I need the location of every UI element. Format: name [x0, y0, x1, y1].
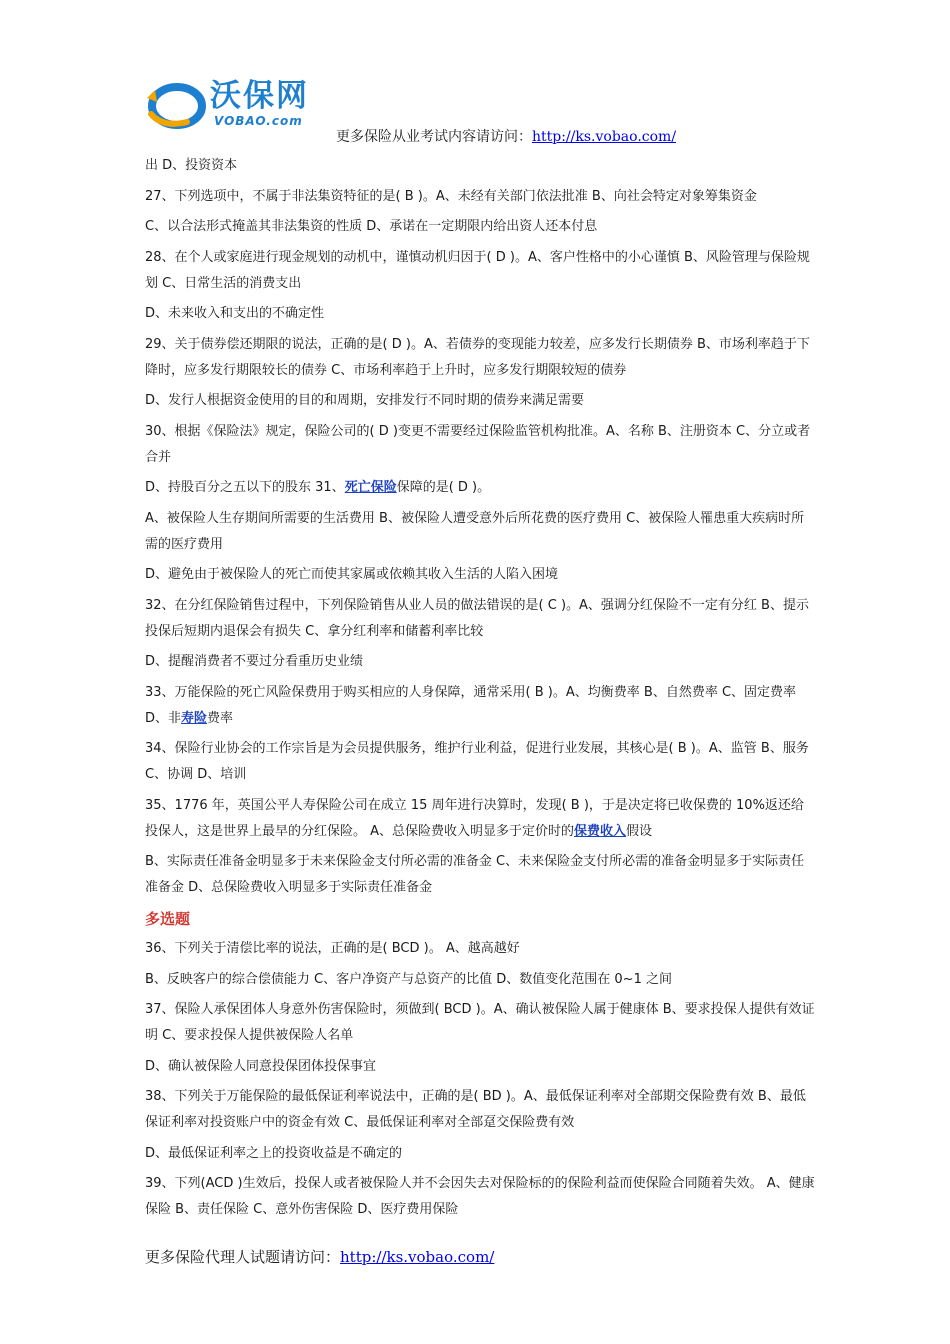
logo-swoosh-icon: [143, 76, 209, 134]
section-heading-multiple-choice: 多选题: [145, 909, 191, 928]
paragraph: D、确认被保险人同意投保团体投保事宜: [145, 1058, 377, 1074]
question-38: 38、下列关于万能保险的最低保证利率说法中，正确的是( BD )。A、最低保证利率对全部期交保险费有效 B、最低保证利率对投资账户中的资金有效 C、最低保证利率对全部趸交保险费有效: [145, 1089, 806, 1130]
question-27: 27、下列选项中，不属于非法集资特征的是( B )。A、未经有关部门依法批准 B、向社会特定对象筹集资金: [145, 188, 757, 204]
text-segment: 假设: [626, 823, 653, 839]
question-31: [145, 475, 815, 501]
paragraph: D、避免由于被保险人的死亡而使其家属或依赖其收入生活的人陷入困境: [145, 567, 559, 582]
text-segment: 35、1776 年，英国公平人寿保险公司在成立 15 周年进行决算时，发现( B )，于是决定将已收保费的 10%返还给投保人，这是世界上最早的分红保险。 A、总保险费收入明显多于定价时的: [145, 797, 804, 839]
question-28: 28、在个人或家庭进行现金规划的动机中，谨慎动机归因于( D )。A、客户性格中的小心谨慎 B、风险管理与保险规划 C、日常生活的消费支出: [145, 249, 810, 291]
logo-text: 沃保网: [210, 78, 309, 114]
footer-line: [145, 1246, 494, 1267]
logo-subtext: VOBAO.com: [214, 114, 303, 128]
paragraph: D、最低保证利率之上的投资收益是不确定的: [145, 1145, 403, 1161]
paragraph: D、提醒消费者不要过分看重历史业绩: [145, 654, 364, 669]
paragraph: B、反映客户的综合偿债能力 C、客户净资产与总资产的比值 D、数值变化范围在 0~1 之间: [145, 971, 672, 987]
question-34: 34、保险行业协会的工作宗旨是为会员提供服务，维护行业利益，促进行业发展，其核心是( B )。A、监管 B、服务 C、协调 D、培训: [145, 741, 809, 782]
text-segment: D、持股百分之五以下的股东 31、: [145, 480, 345, 495]
text-segment: 保障的是( D )。: [396, 480, 491, 495]
paragraph: D、未来收入和支出的不确定性: [145, 306, 325, 321]
text-segment: 费率: [207, 710, 234, 726]
paragraph: D、发行人根据资金使用的目的和周期，安排发行不同时期的债券来满足需要: [145, 393, 585, 408]
header-link[interactable]: http://ks.vobao.com/: [532, 129, 677, 145]
question-30: 30、根据《保险法》规定，保险公司的( D )变更不需要经过保险监管机构批准。A、名称 B、注册资本 C、分立或者合并: [145, 423, 811, 465]
header-prompt: 更多保险从业考试内容请访问：: [336, 129, 532, 145]
keyword-link-life-insurance[interactable]: 寿险: [181, 710, 208, 726]
question-29: 29、关于债券偿还期限的说法，正确的是( D )。A、若债券的变现能力较差，应多发行长期债券 B、市场利率趋于下降时，应多发行期限较长的债券 C、市场利率趋于上升时，应多发行期限较短的债券: [145, 336, 810, 378]
paragraph: A、被保险人生存期间所需要的生活费用 B、被保险人遭受意外后所花费的医疗费用 C、被保险人罹患重大疾病时所需的医疗费用: [145, 510, 805, 552]
vobao-logo[interactable]: [143, 76, 343, 136]
keyword-link-death-insurance[interactable]: 死亡保险: [344, 480, 397, 495]
question-37: 37、保险人承保团体人身意外伤害保险时，须做到( BCD )。A、确认被保险人属于健康体 B、要求投保人提供有效证明 C、要求投保人提供被保险人名单: [145, 1002, 815, 1043]
question-33: [145, 680, 815, 732]
question-32: 32、在分红保险销售过程中，下列保险销售从业人员的做法错误的是( C )。A、强调分红保险不一定有分红 B、提示投保后短期内退保会有损失 C、拿分红利率和储蓄利率比较: [145, 597, 809, 639]
footer-link[interactable]: http://ks.vobao.com/: [340, 1248, 495, 1266]
paragraph: C、以合法形式掩盖其非法集资的性质 D、承诺在一定期限内给出资人还本付息: [145, 219, 598, 234]
header-line: [336, 126, 676, 146]
question-36: 36、下列关于清偿比率的说法，正确的是( BCD )。 A、越高越好: [145, 941, 520, 956]
document-body: [145, 153, 815, 1228]
text-segment: 33、万能保险的死亡风险保费用于购买相应的人身保障，通常采用( B )。A、均衡费率 B、自然费率 C、固定费率 D、非: [145, 684, 797, 726]
keyword-link-premium-income[interactable]: 保费收入: [574, 823, 627, 839]
footer-prompt: 更多保险代理人试题请访问：: [145, 1248, 341, 1266]
question-39: 39、下列(ACD )生效后，投保人或者被保险人并不会因失去对保险标的的保险利益而使保险合同随着失效。 A、健康保险 B、责任保险 C、意外伤害保险 D、医疗费用保险: [145, 1176, 815, 1217]
paragraph: B、实际责任准备金明显多于未来保险金支付所必需的准备金 C、未来保险金支付所必需的准备金明显多于实际责任准备金 D、总保险费收入明显多于实际责任准备金: [145, 854, 805, 895]
question-35: [145, 793, 815, 845]
paragraph: 出 D、投资资本: [145, 158, 238, 173]
